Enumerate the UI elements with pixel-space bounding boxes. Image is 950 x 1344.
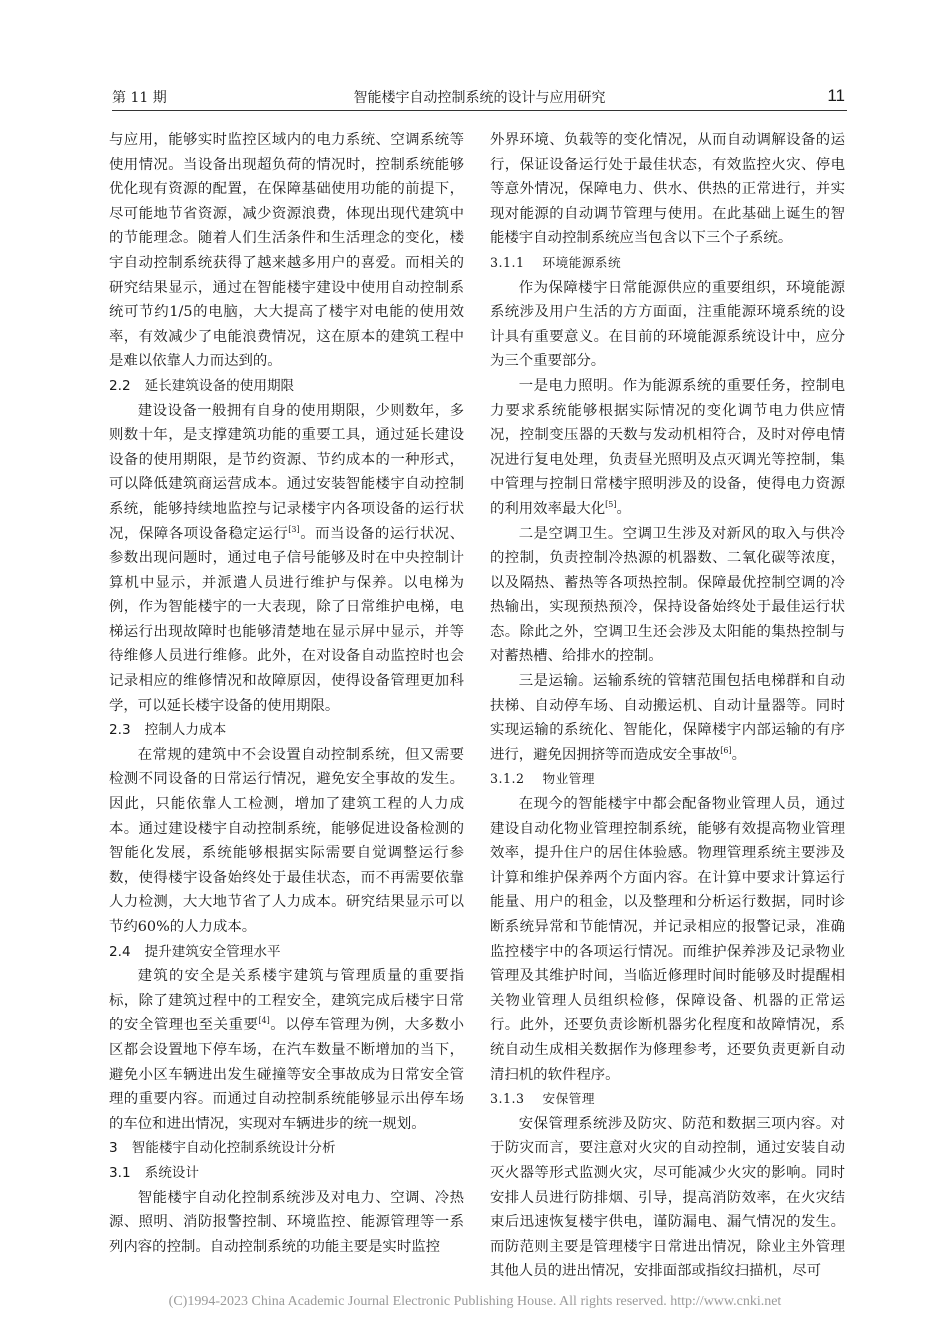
paragraph: 作为保障楼宇日常能源供应的重要组织，环境能源系统涉及用户生活的方方面面，注重能源环境系统的设计具有重要意义。在目前的环境能源系统设计中，应分为三个重要部分。 (490, 279, 845, 370)
paragraph-text: 。 (731, 746, 747, 763)
paragraph: 在常规的建筑中不会设置自动控制系统，但又需要检测不同设备的日常运行情况，避免安全事故的发生。因此，只能依靠人工检测，增加了建筑工程的人力成本。通过建设楼宇自动控制系统，能够促进设备检测的智能化发展，系统能够根据实际需要自觉调整运行参数，使得楼宇设备始终处于最佳状态，而不再需要依靠人力检测，大大地节省了人力成本。研究结果显示可以节约60%的人力成本。 (109, 746, 464, 935)
paragraph-text: 。 (616, 500, 631, 517)
section-heading-3-1 (109, 1161, 464, 1186)
section-number: 2.3 (109, 722, 131, 739)
section-title: 智能楼宇自动化控制系统设计分析 (131, 1140, 336, 1157)
paragraph-text: 建筑的安全是关系楼宇建筑与管理质量的重要指标，除了建筑过程中的工程安全，建筑完成后楼宇日常的安全管理也至关重要 (109, 968, 464, 1034)
section-title: 系统设计 (144, 1164, 199, 1181)
section-number: 2.4 (109, 943, 131, 960)
section-number: 3.1.2 (490, 771, 525, 787)
left-column (109, 128, 464, 1259)
section-heading-3-1-2 (490, 767, 845, 792)
section-number: 2.2 (109, 377, 131, 394)
section-heading-2-4 (109, 940, 464, 965)
paragraph: 与应用，能够实时监控区域内的电力系统、空调系统等使用情况。当设备出现超负荷的情况时，控制系统能够优化现有资源的配置，在保障基础使用功能的前提下，尽可能地节省资源，减少资源浪费，体现出现代建筑中的节能理念。随着人们生活条件和生活理念的变化，楼宇自动控制系统获得了越来越多用户的喜爱。而相关的研究结果显示，通过在智能楼宇建设中使用自动控制系统可节约1/5的电脑，大大提高了楼宇对电能的使用效率，有效减少了电能浪费情况，这在原本的建筑工程中是难以依靠人力而达到的。 (109, 132, 464, 370)
paragraph (109, 399, 464, 719)
issue-label: 第 11 期 (112, 90, 167, 106)
right-column (490, 128, 845, 1284)
section-title: 提升建筑安全管理水平 (144, 943, 281, 960)
paragraph: 二是空调卫生。空调卫生涉及对新风的取入与供冷的控制，负责控制冷热源的机器数、二氧化碳等浓度，以及隔热、蓄热等各项热控制。保障最优控制空调的冷热输出，实现预热预冷，保持设备始终处于最佳运行状态。除此之外，空调卫生还会涉及太阳能的集热控制与对蓄热槽、给排水的控制。 (490, 525, 845, 665)
paragraph-text: 一是电力照明。作为能源系统的重要任务，控制电力要求系统能够根据实际情况的变化调节电力供应情况，控制变压器的天数与发动机相符合，及时对停电情况进行复电处理，负责昼光照明及点灭调光等控制，集中管理与控制日常楼宇照明涉及的设备，使得电力资源的利用效率最大化 (490, 377, 845, 517)
citation[interactable]: [5] (605, 499, 617, 509)
copyright-footer: (C)1994-2023 China Academic Journal Electronic Publishing House. All rights reserved. http://www.cnki.net (168, 1294, 782, 1309)
section-number: 3.1 (109, 1164, 131, 1181)
citation[interactable]: [3] (288, 524, 300, 534)
section-heading-2-3 (109, 718, 464, 743)
section-title: 延长建筑设备的使用期限 (144, 377, 295, 394)
running-header (112, 86, 847, 111)
section-number: 3 (109, 1140, 118, 1157)
section-heading-3-1-1 (490, 251, 845, 276)
section-number: 3.1.3 (490, 1091, 525, 1107)
section-title: 环境能源系统 (542, 254, 622, 270)
section-heading-3 (109, 1136, 464, 1161)
section-number: 3.1.1 (490, 254, 525, 270)
section-heading-3-1-3 (490, 1087, 845, 1112)
paragraph: 智能楼宇自动化控制系统涉及对电力、空调、冷热源、照明、消防报警控制、环境监控、能源管理等一系列内容的控制。自动控制系统的功能主要是实时监控 (109, 1189, 464, 1255)
paragraph (490, 374, 845, 522)
paragraph-text: 建设设备一般拥有自身的使用期限，少则数年，多则数十年，是支撑建筑功能的重要工具，通过延长建设设备的使用期限，是节约资源、节约成本的一种形式，可以降低建筑商运营成本。通过安装智能楼宇自动控制系统，能够持续地监控与记录楼宇内各项设备的运行状况，保障各项设备稳定运行 (109, 402, 464, 542)
paragraph-text: 。而当设备的运行状况、参数出现问题时，通过电子信号能够及时在中央控制计算机中显示，并派遣人员进行维护与保养。以电梯为例，作为智能楼宇的一大表现，除了日常维护电梯，电梯运行出现故障时也能够清楚地在显示屏中显示，并等待维修人员进行维修。此外，在对设备自动监控时也会记录相应的维修情况和故障原因，使得设备管理更加科学，可以延长楼宇设备的使用期限。 (109, 525, 464, 714)
paragraph (490, 669, 845, 767)
running-title: 智能楼宇自动控制系统的设计与应用研究 (353, 90, 606, 106)
citation[interactable]: [6] (720, 745, 732, 755)
section-heading-2-2 (109, 374, 464, 399)
page-number: 11 (827, 86, 845, 105)
paragraph-text: 三是运输。运输系统的管辖范围包括电梯群和自动扶梯、自动停车场、自动搬运机、自动计量器等。同时实现运输的系统化、智能化，保障楼宇内部运输的有序进行，避免因拥挤等而造成安全事故 (490, 673, 845, 763)
paragraph-text: 。以停车管理为例，大多数小区都会设置地下停车场，在汽车数量不断增加的当下，避免小区车辆进出发生碰撞等安全事故成为日常安全管理的重要内容。而通过自动控制系统能够显示出停车场的车位和进出情况，实现对车辆进步的统一规划。 (109, 1017, 464, 1132)
paragraph: 外界环境、负载等的变化情况，从而自动调解设备的运行，保证设备运行处于最佳状态，有效监控火灾、停电等意外情况，保障电力、供水、供热的正常进行，并实现对能源的自动调节管理与使用。在此基础上诞生的智能楼宇自动控制系统应当包含以下三个子系统。 (490, 132, 845, 247)
section-title: 物业管理 (542, 771, 595, 787)
paragraph: 在现今的智能楼宇中都会配备物业管理人员，通过建设自动化物业管理控制系统，能够有效提高物业管理效率，提升住户的居住体验感。物理管理系统主要涉及计算和维护保养两个方面内容。在计算中要求计算运行能量、用户的租金，以及整理和分析运行数据，同时诊断系统异常和节能情况，并记录相应的报警记录，准确监控楼宇中的各项运行情况。而维护保养涉及记录物业管理及其维护时间，当临近修理时间时能够及时提醒相关物业管理人员组织检修，保障设备、机器的正常运行。此外，还要负责诊断机器劣化程度和故障情况，系统自动生成相关数据作为修理参考，还要负责更新自动清扫机的软件程序。 (490, 796, 845, 1083)
section-title: 安保管理 (542, 1091, 595, 1107)
paragraph: 安保管理系统涉及防灾、防范和数据三项内容。对于防灾而言，要注意对火灾的自动控制，通过安装自动灭火器等形式监测火灾，尽可能减少火灾的影响。同时安排人员进行防排烟、引导，提高消防效率，在火灾结束后迅速恢复楼宇供电，谨防漏电、漏气情况的发生。而防范则主要是管理楼宇日常进出情况，除业主外管理其他人员的进出情况，安排面部或指纹扫描机，尽可 (490, 1115, 845, 1280)
citation[interactable]: [4] (258, 1016, 270, 1026)
paragraph (109, 964, 464, 1136)
section-title: 控制人力成本 (144, 722, 227, 739)
